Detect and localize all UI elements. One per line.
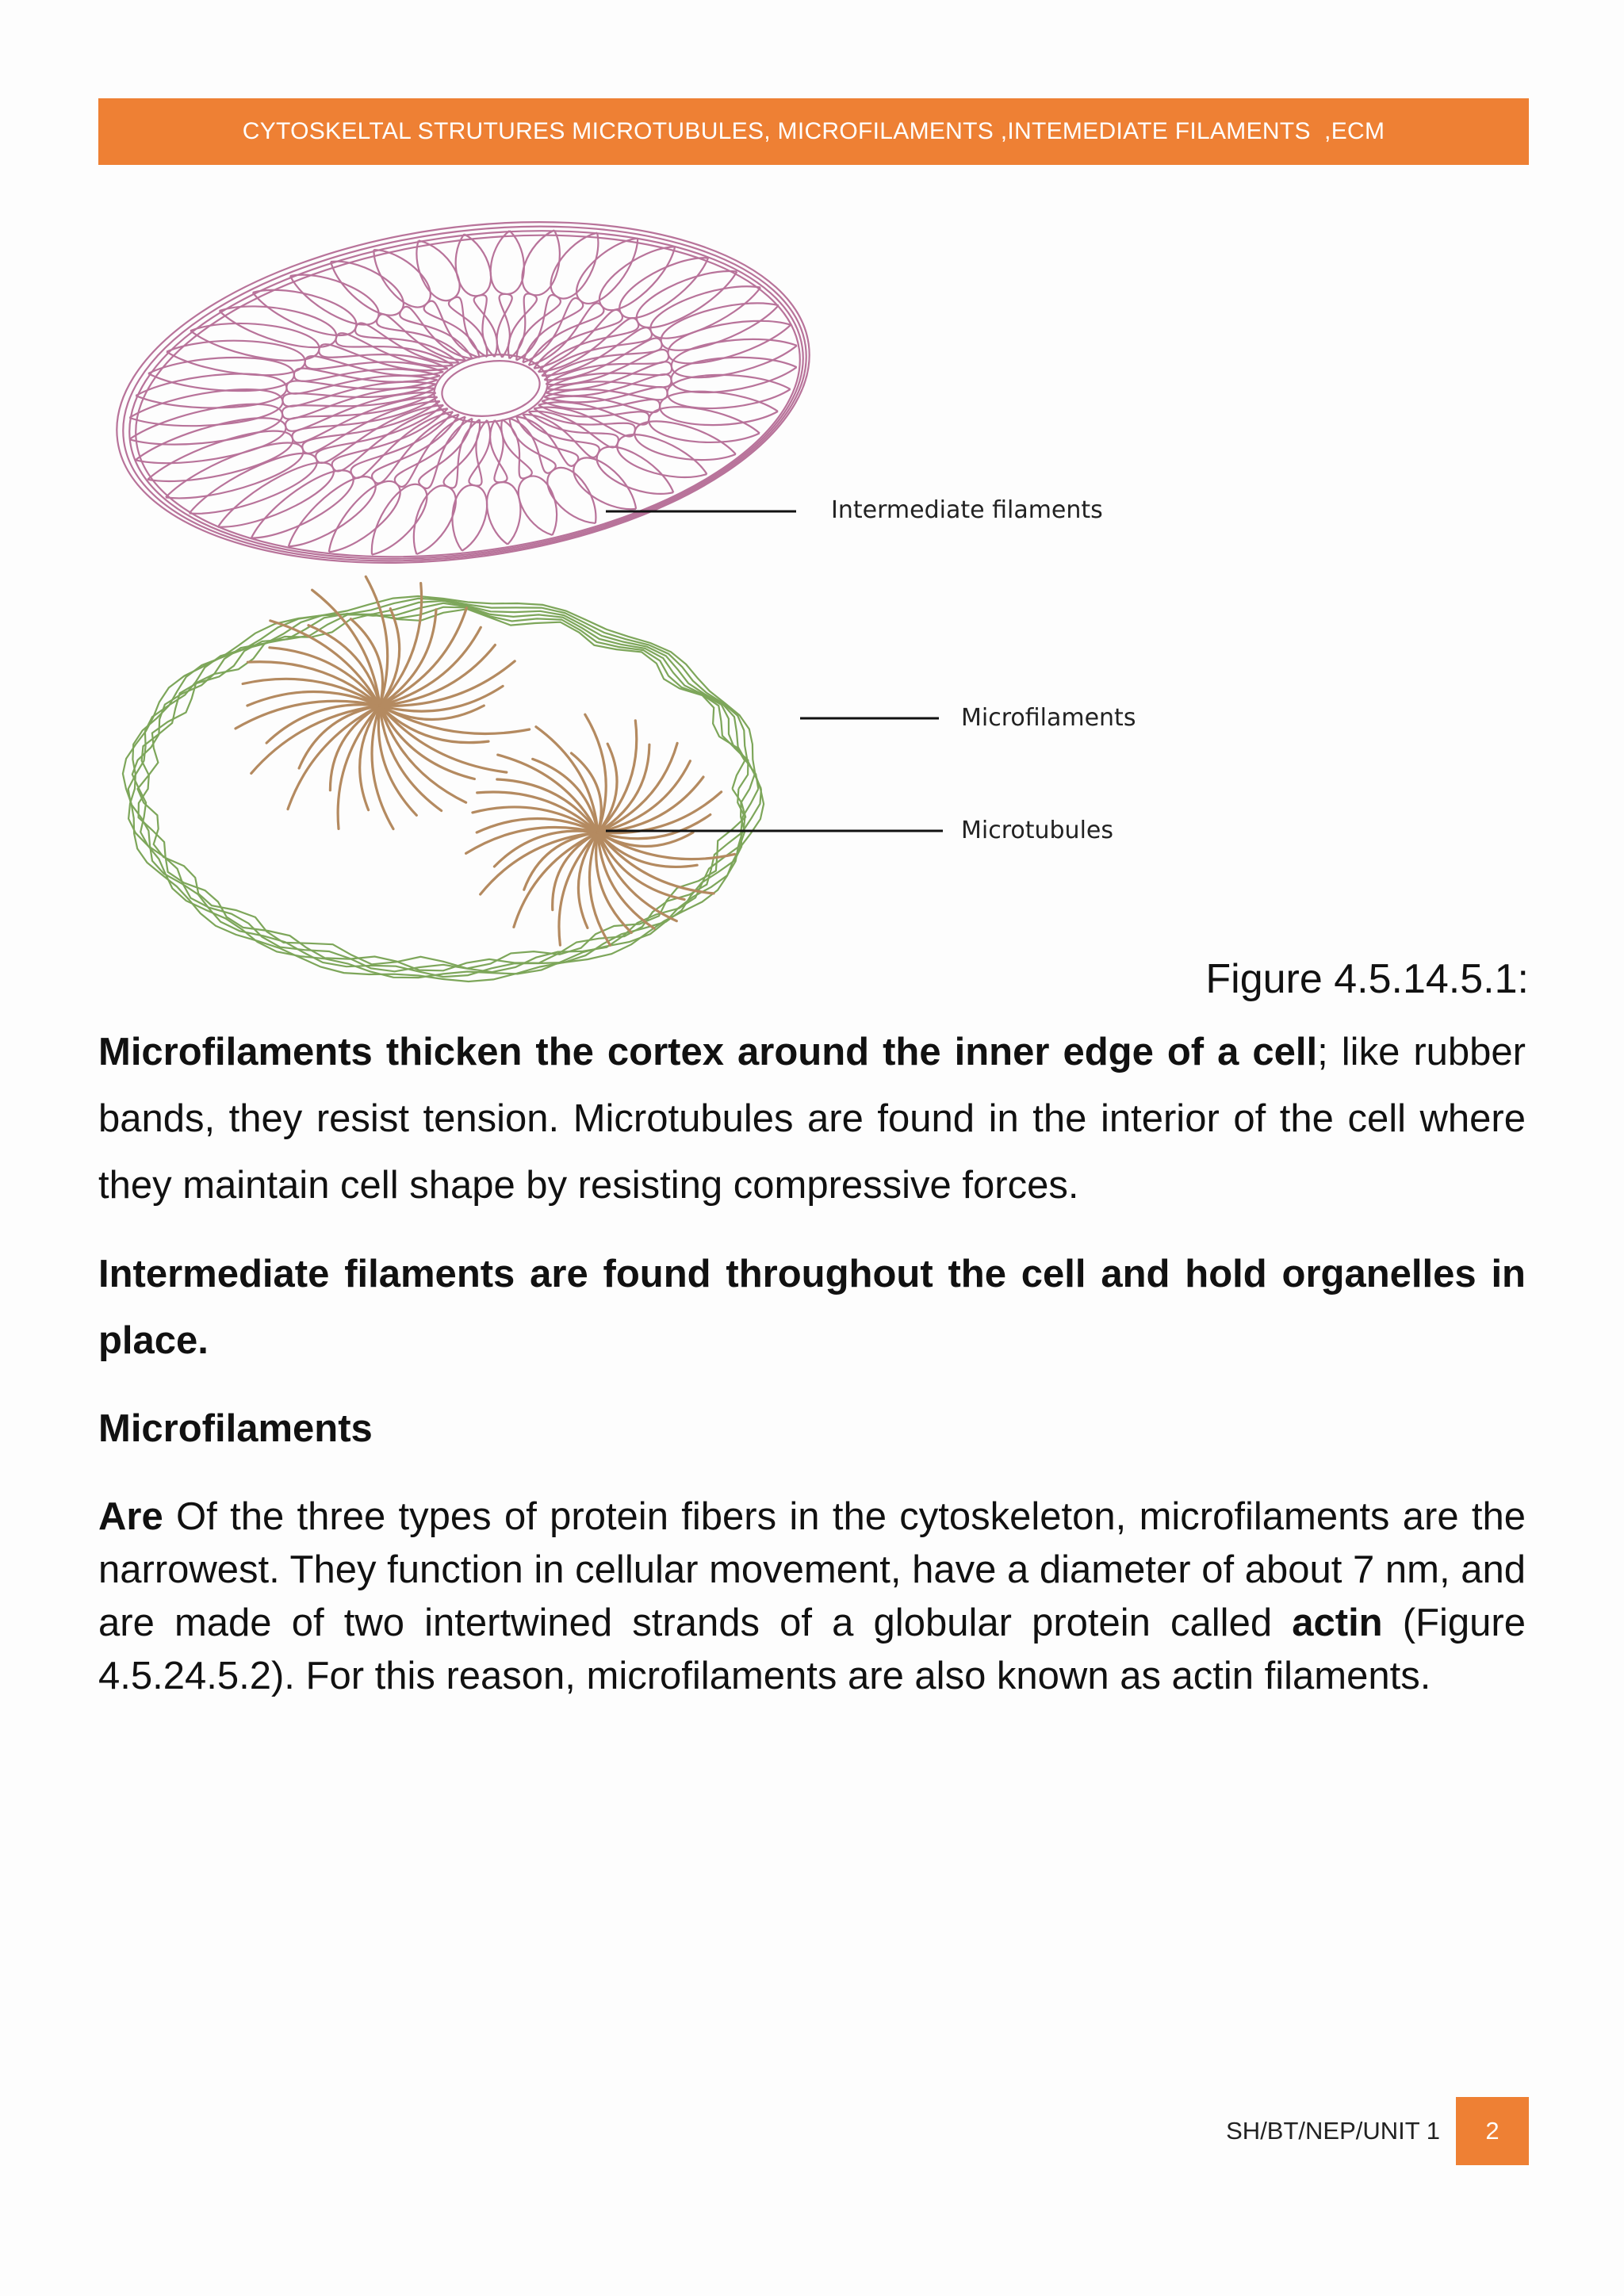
paragraph-microfilaments [98, 1490, 1526, 1703]
microfilaments-label: Microfilaments [961, 704, 1136, 732]
page-header-bar [98, 98, 1529, 165]
intermediate-filament-strand [516, 233, 597, 361]
section-heading-microfilaments: Microfilaments [98, 1407, 373, 1450]
intermediate-filament-strand [373, 250, 479, 358]
page-number: 2 [1456, 2097, 1529, 2165]
intermediate-filaments-label: Intermediate filaments [831, 496, 1103, 524]
figure-caption: Figure 4.5.14.5.1: [1205, 956, 1529, 1002]
cytoskeleton-figure [98, 190, 1256, 1007]
paragraph-cortex [98, 1019, 1526, 1219]
intermediate-filament-strand [538, 271, 737, 372]
paragraph-cortex-text: ; like rubber bands, they resist tension. Microtubules are found in the interior of the cell where they maintain cell shape by resisting compressive forces. [98, 1031, 1526, 1207]
intermediate-filament-strand [456, 234, 495, 357]
cytoskeleton-diagram [98, 190, 1256, 1007]
paragraph-microfilaments-text-2: (Figure 4.5.24.5.2). For this reason, microfilaments are also known as actin filaments. [98, 1601, 1526, 1697]
nucleus-outline [439, 355, 543, 423]
paragraph-cortex-bold: Microfilaments thicken the cortex around the inner edge of a cell [98, 1031, 1318, 1073]
intermediate-filament-strand [331, 262, 472, 358]
intermediate-filament-cell [98, 190, 832, 604]
paragraph-microfilaments-bold-actin: actin [1292, 1601, 1383, 1644]
microtubules-label: Microtubules [961, 817, 1113, 844]
page-header-title: CYTOSKELTAL STRUTURES MICROTUBULES, MICROFILAMENTS ,INTEMEDIATE FILAMENTS ,ECM [242, 118, 1385, 144]
intermediate-filament-strand [508, 230, 554, 358]
intermediate-filament-strand [416, 240, 487, 357]
intermediate-filament-strand [516, 417, 636, 509]
intermediate-filament-strand [452, 420, 487, 551]
footer-label: SH/BT/NEP/UNIT 1 [1226, 2117, 1440, 2145]
cell-outline [98, 190, 832, 604]
paragraph-intermediate: Intermediate filaments are found throughout the cell and hold organelles in place. [98, 1253, 1526, 1362]
intermediate-filament-strand [534, 258, 708, 368]
paragraph-microfilaments-text-1: Of the three types of protein fibers in the cytoskeleton, microfilaments are the narrowest. They function in cellular movement, have a diameter of about 7 nm, and are made of two intertwined strands of a globular protein called [98, 1495, 1526, 1644]
paragraph-microfilaments-bold-are: Are [98, 1495, 163, 1538]
page-footer [1226, 2097, 1529, 2165]
microtubule-asters [236, 576, 735, 945]
microtubule [524, 832, 598, 890]
